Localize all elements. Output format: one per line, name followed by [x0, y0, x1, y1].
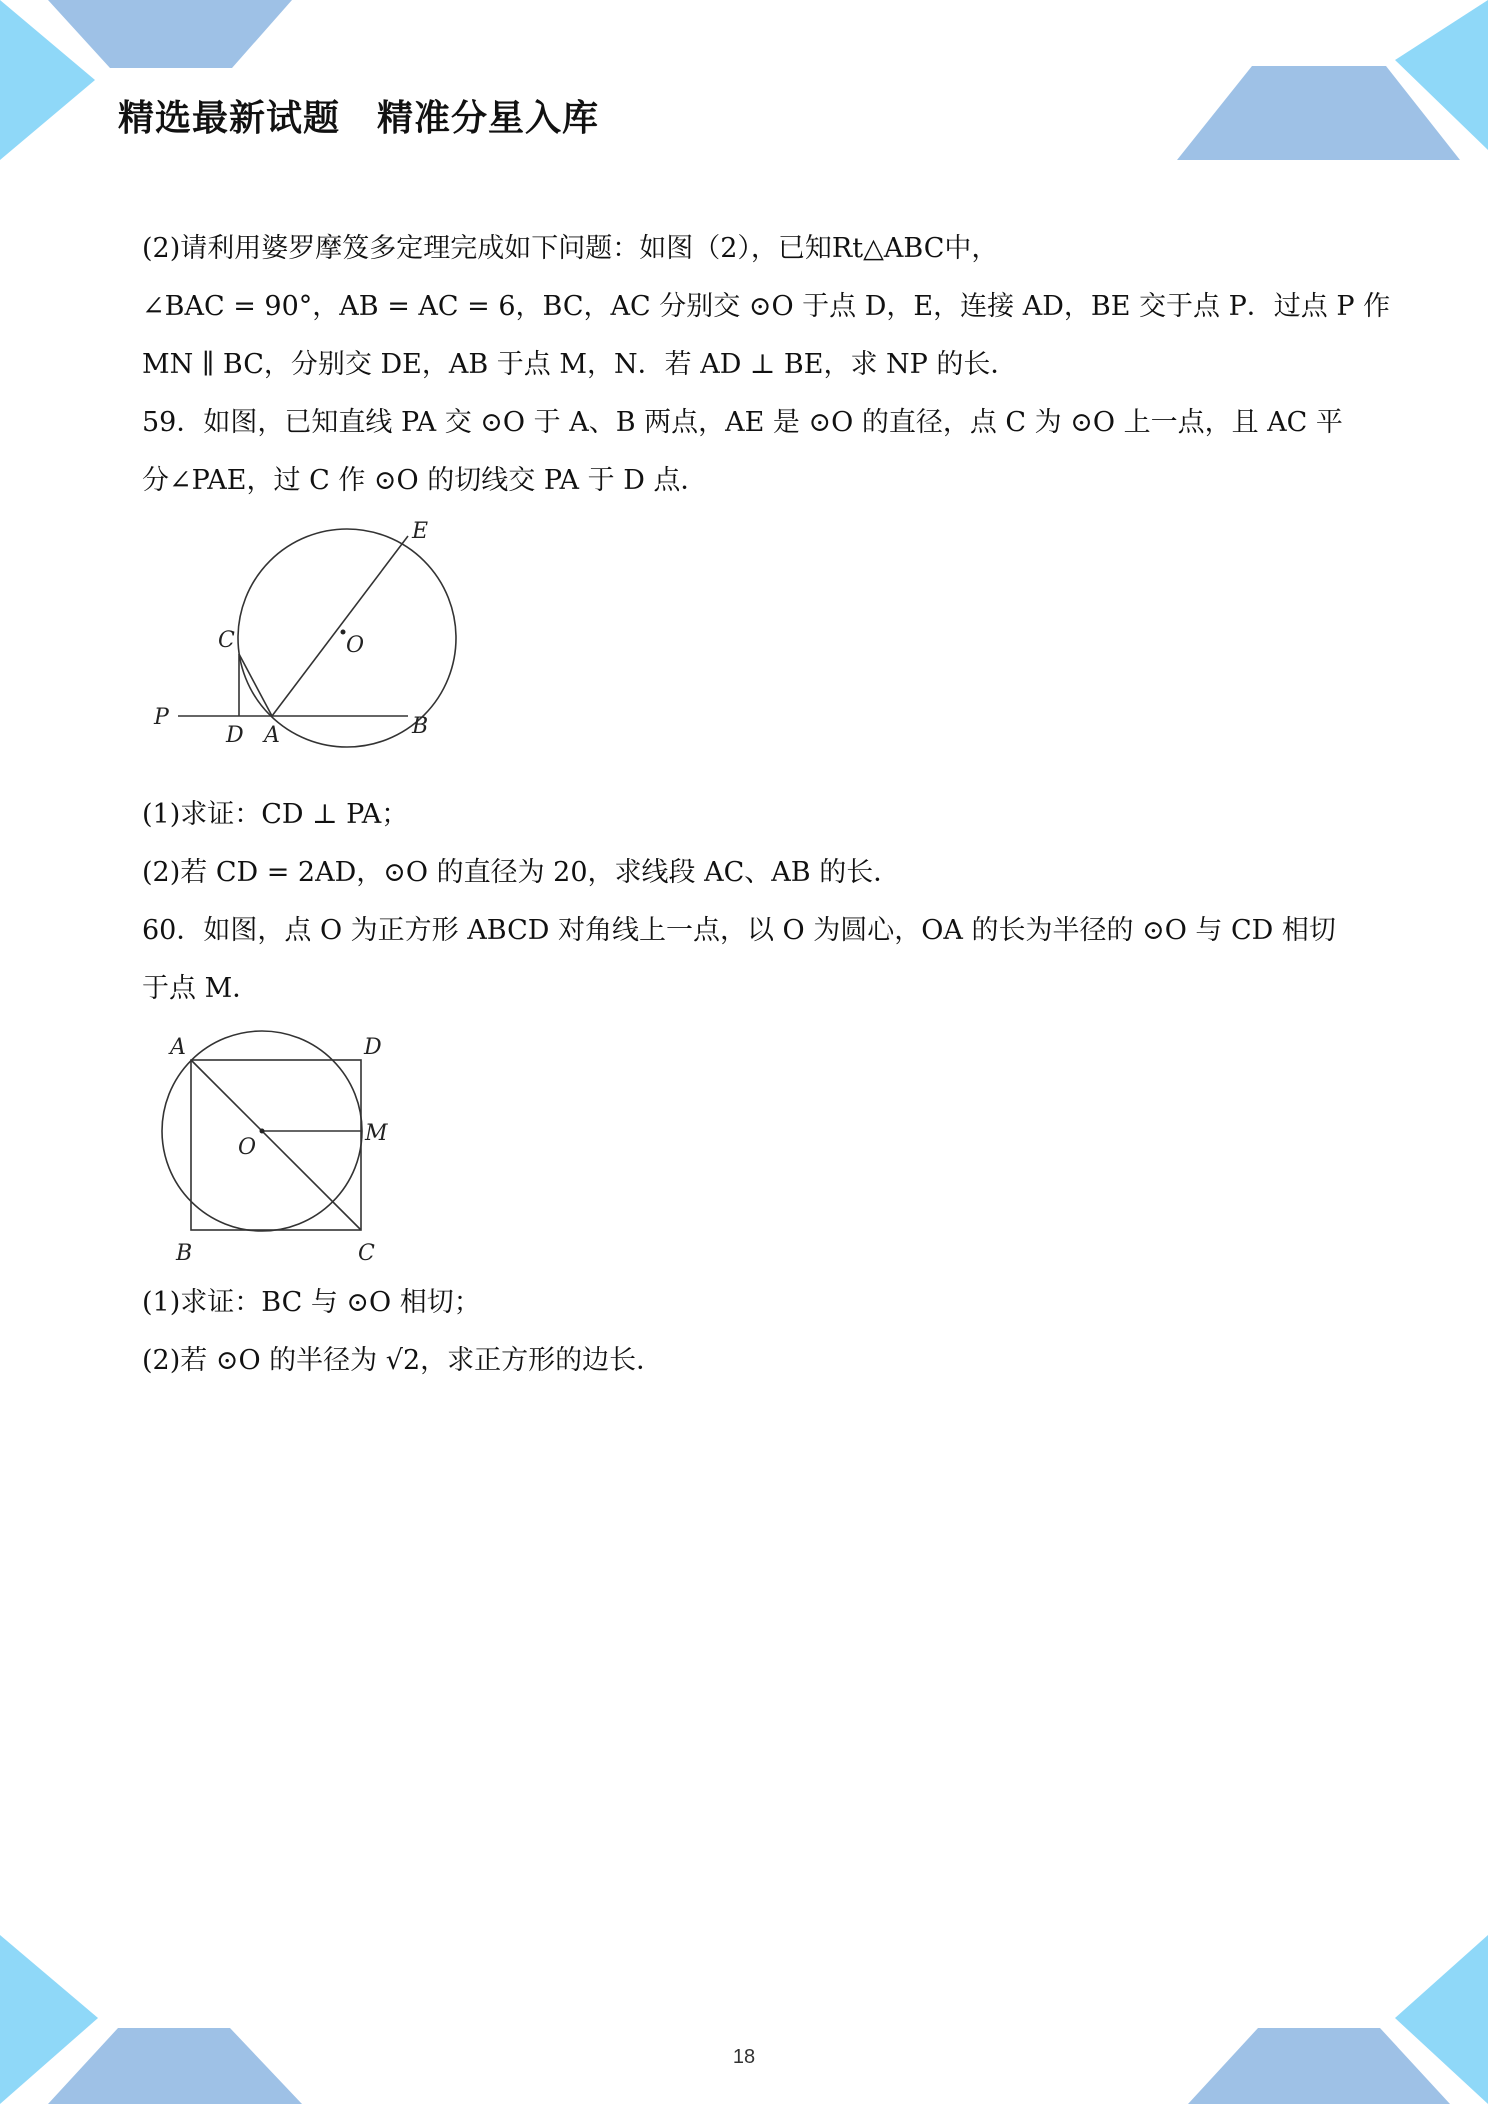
text-line: 于点 M．	[142, 973, 260, 1004]
text-line: (2)若 ⊙O 的半径为 √2，求正方形的边长．	[142, 1345, 664, 1376]
text-line: (2)若 CD = 2AD，⊙O 的直径为 20，求线段 AC、AB 的长．	[142, 857, 901, 888]
fig60-label-c: C	[358, 1241, 375, 1266]
fig60-label-b: B	[176, 1241, 193, 1266]
fig59-label-b: B	[412, 714, 429, 739]
page-number: 18	[732, 2046, 756, 2068]
text-line: (1)求证：BC 与 ⊙O 相切；	[142, 1287, 481, 1318]
question-59-line: 59．如图，已知直线 PA 交 ⊙O 于 A、B 两点，AE 是 ⊙O 的直径，点 C 为 ⊙O 上一点，且 AC 平	[142, 407, 1343, 438]
figure-59	[150, 516, 510, 786]
fig59-diameter-ae	[272, 536, 408, 716]
fig59-label-c: C	[218, 628, 235, 653]
text-line: ∠BAC = 90°，AB = AC = 6，BC，AC 分别交 ⊙O 于点 D，E，连接 AD，BE 交于点 P．过点 P 作	[142, 291, 1391, 322]
fig59-label-d: D	[226, 723, 244, 748]
text-line: (1)求证：CD ⊥ PA；	[142, 799, 409, 830]
fig59-center-dot	[341, 630, 346, 635]
fig59-label-p: P	[154, 705, 169, 730]
question-60-line: 60．如图，点 O 为正方形 ABCD 对角线上一点，以 O 为圆心，OA 的长为半径的 ⊙O 与 CD 相切	[142, 915, 1336, 946]
fig60-label-o: O	[238, 1135, 257, 1160]
text-line: MN ∥ BC，分别交 DE，AB 于点 M，N．若 AD ⊥ BE，求 NP 的长．	[142, 349, 1018, 380]
fig60-center-dot	[260, 1129, 265, 1134]
fig59-label-a: A	[264, 723, 280, 748]
figure-60	[142, 1024, 402, 1274]
fig60-diagonal-ac	[191, 1060, 361, 1230]
text-line: 分∠PAE，过 C 作 ⊙O 的切线交 PA 于 D 点．	[142, 465, 708, 496]
document-content	[142, 220, 1391, 1390]
fig59-label-o: O	[346, 633, 365, 658]
deco-top-left-trapezoid	[48, 0, 292, 68]
fig60-label-a: A	[170, 1035, 186, 1060]
fig60-label-m: M	[365, 1121, 388, 1146]
header-title: 精选最新试题 精准分星入库	[118, 98, 600, 139]
fig59-chord-ac	[239, 654, 272, 716]
fig60-label-d: D	[364, 1035, 382, 1060]
text-line: (2)请利用婆罗摩笈多定理完成如下问题：如图（2），已知Rt△ABC中，	[142, 233, 999, 264]
fig59-label-e: E	[412, 519, 429, 544]
